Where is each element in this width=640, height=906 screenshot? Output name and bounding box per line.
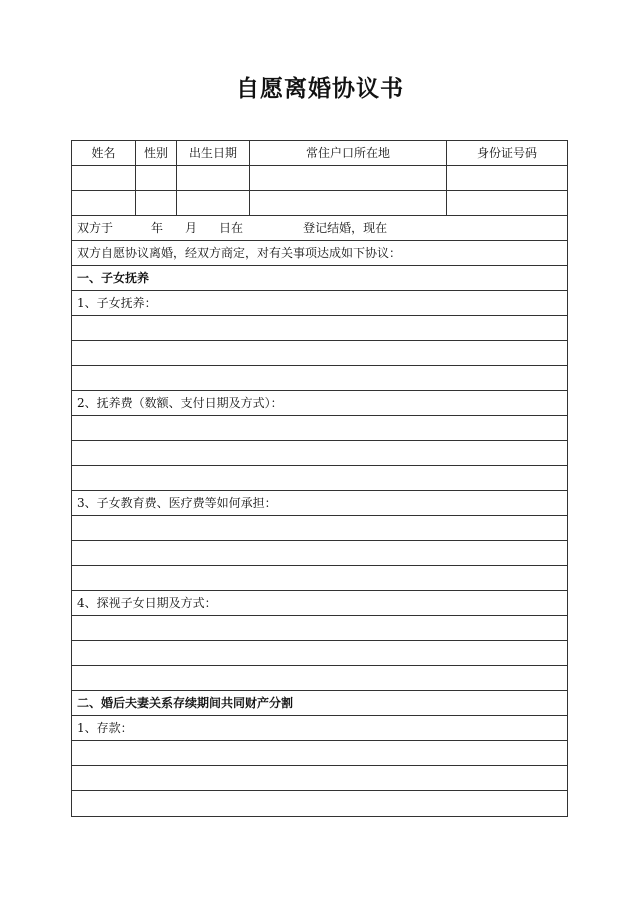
party-1-name-cell[interactable] bbox=[72, 166, 136, 190]
education-medical-blank-line[interactable] bbox=[72, 516, 567, 541]
section-child-custody-heading: 一、子女抚养 bbox=[72, 266, 567, 291]
child-support-blank-line[interactable] bbox=[72, 416, 567, 441]
child-custody-blank-line[interactable] bbox=[72, 316, 567, 341]
party-1-birth-date-cell[interactable] bbox=[177, 166, 250, 190]
child-support-blank-line[interactable] bbox=[72, 441, 567, 466]
deposits-blank-line[interactable] bbox=[72, 766, 567, 791]
header-birth-date: 出生日期 bbox=[177, 141, 250, 165]
education-medical-blank-line[interactable] bbox=[72, 541, 567, 566]
marriage-month-label: 月 bbox=[185, 221, 198, 235]
deposits-label: 1、存款： bbox=[72, 716, 567, 741]
party-row-2 bbox=[72, 191, 567, 216]
visitation-blank-line[interactable] bbox=[72, 666, 567, 691]
party-row-1 bbox=[72, 166, 567, 191]
party-2-id-number-cell[interactable] bbox=[447, 191, 567, 215]
header-gender: 性别 bbox=[136, 141, 177, 165]
child-support-blank-line[interactable] bbox=[72, 466, 567, 491]
visitation-blank-line[interactable] bbox=[72, 616, 567, 641]
marriage-registration-row bbox=[72, 216, 567, 241]
education-medical-blank-line[interactable] bbox=[72, 566, 567, 591]
section-property-division-heading: 二、婚后夫妻关系存续期间共同财产分割 bbox=[72, 691, 567, 716]
party-2-residence-cell[interactable] bbox=[250, 191, 447, 215]
child-support-label: 2、抚养费（数额、支付日期及方式）： bbox=[72, 391, 567, 416]
party-1-id-number-cell[interactable] bbox=[447, 166, 567, 190]
party-1-gender-cell[interactable] bbox=[136, 166, 177, 190]
header-id-number: 身份证号码 bbox=[476, 146, 537, 160]
deposits-blank-line[interactable] bbox=[72, 791, 567, 816]
party-2-birth-date-cell[interactable] bbox=[177, 191, 250, 215]
marriage-registered-label: 登记结婚，现在 bbox=[303, 221, 388, 235]
header-residence: 常住户口所在地 bbox=[250, 141, 447, 165]
agreement-intro-row: 双方自愿协议离婚，经双方商定，对有关事项达成如下协议： bbox=[72, 241, 567, 266]
party-2-gender-cell[interactable] bbox=[136, 191, 177, 215]
education-medical-label: 3、子女教育费、医疗费等如何承担： bbox=[72, 491, 567, 516]
party-1-residence-cell[interactable] bbox=[250, 166, 447, 190]
child-custody-blank-line[interactable] bbox=[72, 366, 567, 391]
visitation-label: 4、探视子女日期及方式： bbox=[72, 591, 567, 616]
agreement-form-table bbox=[71, 140, 568, 817]
child-custody-blank-line[interactable] bbox=[72, 341, 567, 366]
table-header-row bbox=[72, 141, 567, 166]
marriage-parties-label: 双方于 bbox=[77, 221, 114, 235]
marriage-year-label: 年 bbox=[151, 221, 164, 235]
deposits-blank-line[interactable] bbox=[72, 741, 567, 766]
party-2-name-cell[interactable] bbox=[72, 191, 136, 215]
header-name: 姓名 bbox=[72, 141, 136, 165]
marriage-day-label: 日在 bbox=[219, 221, 244, 235]
document-title: 自愿离婚协议书 bbox=[236, 76, 404, 102]
child-custody-label: 1、子女抚养： bbox=[72, 291, 567, 316]
visitation-blank-line[interactable] bbox=[72, 641, 567, 666]
